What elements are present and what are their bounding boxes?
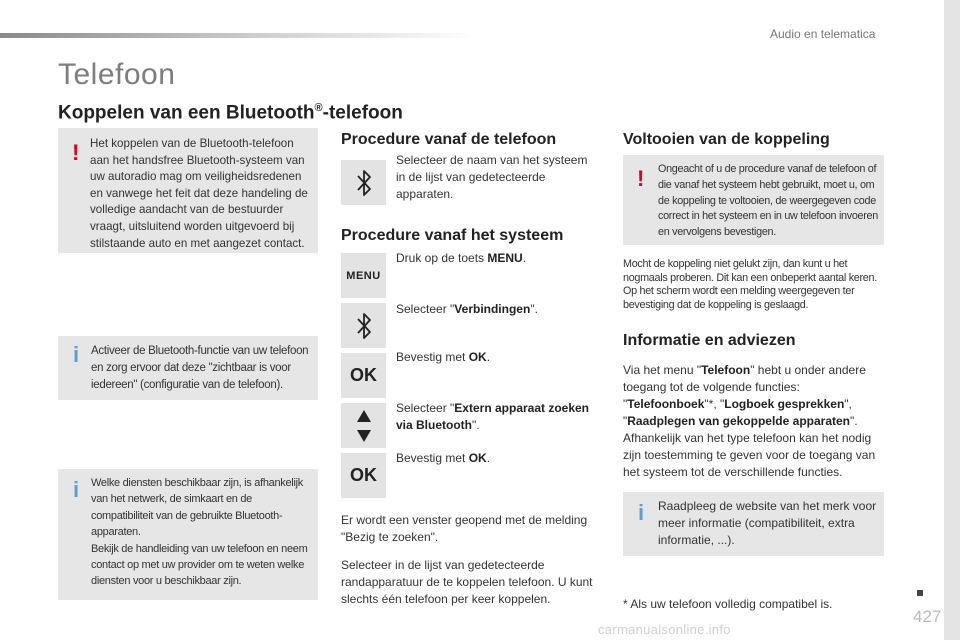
menu-button[interactable] [341, 253, 386, 298]
info-text-bluetooth: Activeer de Bluetooth-functie van uw telefoon en zorg ervoor dat deze "zichtbaar is voor iedereen" (configuratie van de telefoon). [91, 345, 309, 391]
warning-box-code [623, 155, 884, 245]
info-text-website: Raadpleeg de website van het merk voor meer informatie (compatibiliteit, extra informatie, ...). [658, 499, 877, 547]
ok-button-label: OK [350, 365, 377, 385]
bluetooth-icon [356, 312, 372, 340]
page-edge-bar [944, 0, 960, 640]
step-2-text: Selecteer "Verbindingen". [396, 302, 538, 316]
registered-mark: ® [314, 102, 323, 114]
up-down-button[interactable] [341, 403, 386, 448]
bluetooth-icon [356, 169, 372, 197]
select-device-text: Selecteer in de lijst van gedetecteerde randapparatuur de te koppelen telefoon. U kunt slechts één telefoon per keer koppelen. [341, 558, 593, 606]
page-marker [917, 590, 923, 596]
information-heading: Informatie en adviezen [623, 332, 796, 349]
ok-button[interactable] [341, 453, 386, 498]
down-arrow-icon [357, 430, 371, 442]
ok-button[interactable] [341, 353, 386, 398]
section-label: Audio en telematica [770, 27, 876, 41]
procedure-phone-heading: Procedure vanaf de telefoon [341, 131, 557, 148]
step-5-text: Bevestig met OK. [396, 451, 491, 465]
up-arrow-icon [357, 410, 371, 422]
info-text-services: Welke diensten beschikbaar zijn, is afhankelijk van het netwerk, de simkaart en de compatibiliteit van de gebruikte Bluetooth-apparaten. Bekijk de handleiding van uw telefoon en neem contact op met uw provider om te weten welke diensten voor u beschikbaar zijn. [91, 477, 308, 588]
step-4-text: Selecteer "Extern apparaat zoeken via Bluetooth". [396, 401, 590, 432]
information-text: Via het menu "Telefoon" hebt u onder andere toegang tot de volgende functies: "Telefoonboek"*, "Logboek gesprekken", "Raadplegen van gekoppelde apparaten". Afhankelijk van het type telefoon kan het nodig zijn toestemming te geven voor de toegang van het systeem tot de verschillende functies. [623, 363, 876, 479]
menu-button-label: MENU [346, 269, 381, 282]
footnote: * Als uw telefoon volledig compatibel is. [623, 597, 833, 611]
info-box-services [58, 469, 318, 600]
watermark: carmanualsonline.info [598, 622, 731, 637]
warning-text-code: Ongeacht of u de procedure vanaf de telefoon of die vanaf het systeem hebt gebruikt, moet u, om de koppeling te voltooien, de weergegeven code correct in het systeem en in uw telefoon invoeren en vervolgens bevestigen. [658, 163, 878, 239]
bluetooth-button[interactable] [341, 303, 386, 348]
procedure-phone-step: Selecteer de naam van het systeem in de lijst van gedetecteerde apparaten. [396, 153, 588, 201]
info-icon: i [73, 477, 80, 502]
info-box-bluetooth [58, 336, 318, 400]
warning-text: Het koppelen van de Bluetooth-telefoon aan het handsfree Bluetooth-systeem van uw autoradio mag om veiligheidsredenen en vanwege het feit dat deze handeling de volledige aandacht van de bestuurder vraagt, uitsluitend worden uitgevoerd bij stilstaande auto en met aangezet contact. [90, 137, 308, 250]
info-box-website [623, 492, 884, 556]
warning-icon: ! [637, 166, 645, 191]
page-title: Telefoon [58, 58, 176, 91]
pairing-failed-text: Mocht de koppeling niet gelukt zijn, dan kunt u het nogmaals proberen. Dit kan een onbeperkt aantal keren. Op het scherm wordt een melding weergegeven ter bevestiging dat de koppeling is geslaagd. [623, 258, 877, 311]
ok-button-label: OK [350, 465, 377, 485]
step-3-text: Bevestig met OK. [396, 350, 491, 364]
info-icon: i [73, 342, 80, 367]
complete-pairing-heading: Voltooien van de koppeling [623, 131, 830, 148]
info-icon: i [638, 500, 645, 525]
procedure-system-heading: Procedure vanaf het systeem [341, 227, 564, 244]
page-number: 427 [913, 607, 942, 626]
header-rule [0, 33, 478, 38]
step-1-text: Druk op de toets MENU. [396, 251, 527, 265]
bluetooth-button[interactable] [341, 160, 386, 205]
page-subtitle: Koppelen van een Bluetooth®-telefoon [58, 102, 403, 124]
search-message-text: Er wordt een venster geopend met de melding "Bezig te zoeken". [341, 513, 588, 544]
warning-icon: ! [72, 140, 80, 165]
warning-box [58, 128, 318, 253]
